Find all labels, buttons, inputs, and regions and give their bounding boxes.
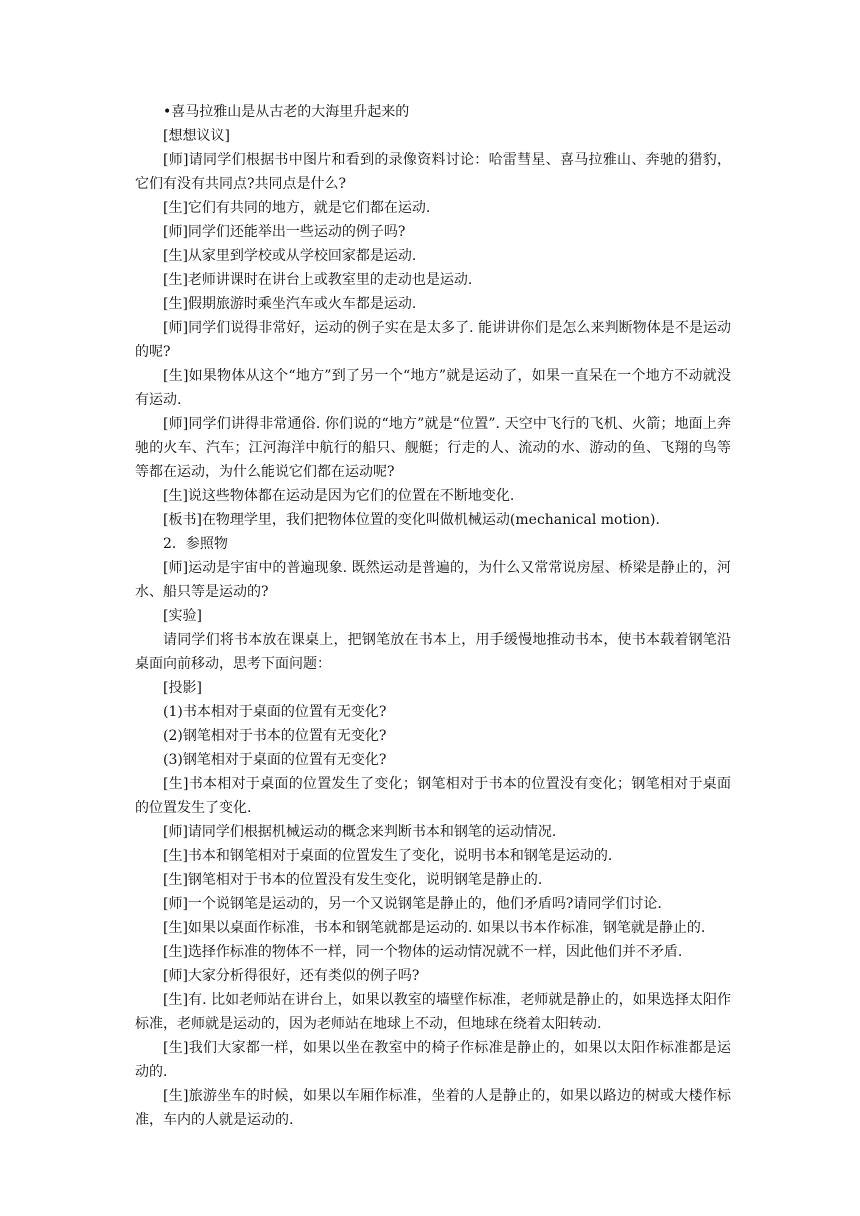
section-label: [实验] xyxy=(163,608,202,624)
student-line: [生]从家里到学校或从学校回家都是运动. xyxy=(163,248,417,264)
student-line: [生]书本和钢笔相对于桌面的位置发生了变化，说明书本和钢笔是运动的. xyxy=(163,848,613,864)
instruction-line: 请同学们将书本放在课桌上，把钢笔放在书本上，用手缓慢地推动书本，使书本载着钢笔沿桌面向前移动，思考下面问题： xyxy=(135,632,731,672)
student-line: [生]有. 比如老师站在讲台上，如果以教室的墙壁作标准，老师就是静止的，如果选择太阳作标准，老师就是运动的，因为老师站在地球上不动，但地球在绕着太阳转动. xyxy=(135,992,731,1032)
teacher-line: [师]同学们说得非常好，运动的例子实在是太多了. 能讲讲你们是怎么来判断物体是不是运动的呢? xyxy=(135,320,731,360)
teacher-line: [师]请同学们根据机械运动的概念来判断书本和钢笔的运动情况. xyxy=(163,824,557,840)
student-line: [生]如果以桌面作标准，书本和钢笔就都是运动的. 如果以书本作标准，钢笔就是静止的. xyxy=(163,920,706,936)
student-line: [生]选择作标准的物体不一样，同一个物体的运动情况就不一样，因此他们并不矛盾. xyxy=(163,944,683,960)
section-label: [想想议议] xyxy=(163,128,230,144)
teacher-line: [师]一个说钢笔是运动的，另一个又说钢笔是静止的，他们矛盾吗?请同学们讨论. xyxy=(163,896,662,912)
student-line: [生]旅游坐车的时候，如果以车厢作标准，坐着的人是静止的，如果以路边的树或大楼作标准，车内的人就是运动的. xyxy=(135,1088,731,1128)
student-line: [生]如果物体从这个“地方”到了另一个“地方”就是运动了，如果一直呆在一个地方不动就没有运动. xyxy=(135,368,731,408)
bullet-line: •喜马拉雅山是从古老的大海里升起来的 xyxy=(163,104,410,120)
teacher-line: [师]同学们还能举出一些运动的例子吗? xyxy=(163,224,406,240)
question-item: (1)书本相对于桌面的位置有无变化? xyxy=(163,704,387,720)
teacher-line: [师]同学们讲得非常通俗. 你们说的“地方”就是“位置”. 天空中飞行的飞机、火箭；地面上奔驰的火车、汽车；江河海洋中航行的船只、舰艇；行走的人、流动的水、游动的鱼、飞翔的鸟等等都在运动，为什么能说它们都在运动呢? xyxy=(135,416,731,480)
teacher-line: [师]请同学们根据书中图片和看到的录像资料讨论：哈雷彗星、喜马拉雅山、奔驰的猎豹，它们有没有共同点?共同点是什么? xyxy=(135,152,731,192)
teacher-line: [师]运动是宇宙中的普遍现象. 既然运动是普遍的，为什么又常常说房屋、桥梁是静止的，河水、船只等是运动的? xyxy=(135,560,731,600)
student-line: [生]我们大家都一样，如果以坐在教室中的椅子作标准是静止的，如果以太阳作标准都是运动的. xyxy=(135,1040,731,1080)
question-item: (2)钢笔相对于书本的位置有无变化? xyxy=(163,728,387,744)
document-body xyxy=(135,100,731,1132)
student-line: [生]说这些物体都在运动是因为它们的位置在不断地变化. xyxy=(163,488,515,504)
student-line: [生]书本相对于桌面的位置发生了变化；钢笔相对于书本的位置没有变化；钢笔相对于桌面的位置发生了变化. xyxy=(135,776,731,816)
teacher-line: [师]大家分析得很好，还有类似的例子吗? xyxy=(163,968,420,984)
question-item: (3)钢笔相对于桌面的位置有无变化? xyxy=(163,752,387,768)
student-line: [生]钢笔相对于书本的位置没有发生变化，说明钢笔是静止的. xyxy=(163,872,543,888)
student-line: [生]它们有共同的地方，就是它们都在运动. xyxy=(163,200,431,216)
student-line: [生]老师讲课时在讲台上或教室里的走动也是运动. xyxy=(163,272,473,288)
student-line: [生]假期旅游时乘坐汽车或火车都是运动. xyxy=(163,296,417,312)
section-heading: 2．参照物 xyxy=(163,536,228,552)
board-note: [板书]在物理学里，我们把物体位置的变化叫做机械运动(mechanical motion). xyxy=(163,512,660,528)
section-label: [投影] xyxy=(163,680,202,696)
